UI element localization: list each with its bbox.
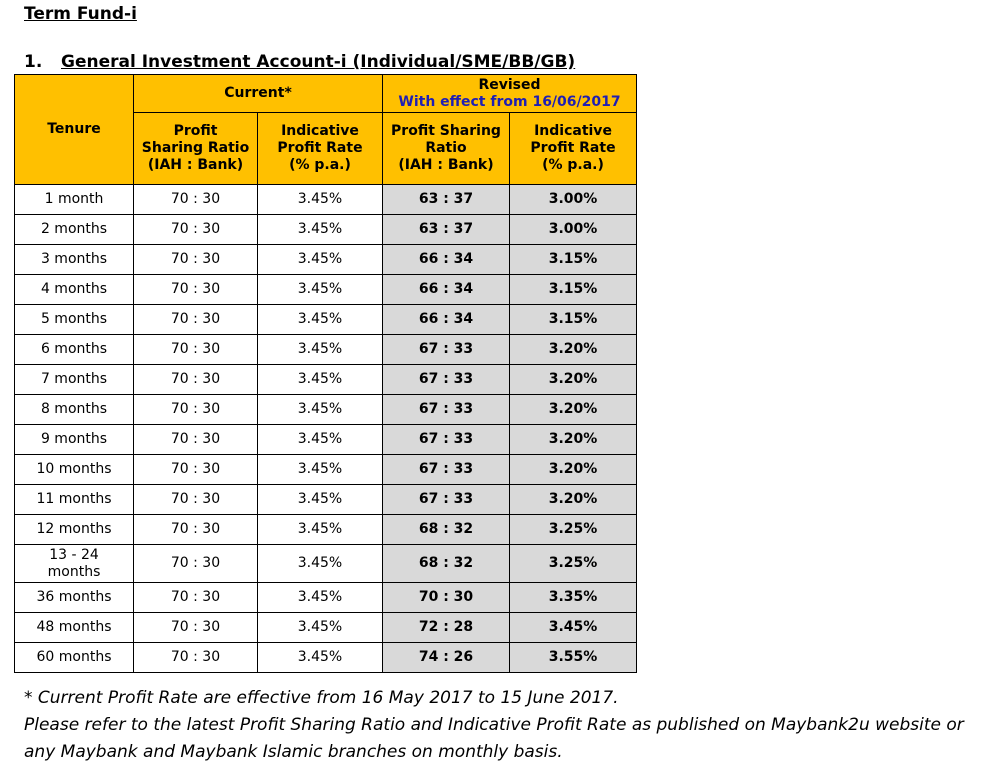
revised-rate-cell: 3.25% xyxy=(510,515,637,545)
current-psr-cell: 70 : 30 xyxy=(134,215,258,245)
current-rate-cell: 3.45% xyxy=(258,613,383,643)
current-rate-cell: 3.45% xyxy=(258,245,383,275)
current-rate-cell: 3.45% xyxy=(258,365,383,395)
current-psr-cell: 70 : 30 xyxy=(134,545,258,583)
revised-rate-cell: 3.15% xyxy=(510,275,637,305)
current-psr-cell: 70 : 30 xyxy=(134,395,258,425)
revised-psr-cell: 66 : 34 xyxy=(383,305,510,335)
table-row xyxy=(15,245,637,275)
tenure-cell: 2 months xyxy=(15,215,134,245)
table-row xyxy=(15,425,637,455)
current-psr-cell: 70 : 30 xyxy=(134,245,258,275)
current-psr-cell: 70 : 30 xyxy=(134,275,258,305)
current-rate-cell: 3.45% xyxy=(258,515,383,545)
revised-rate-header: Indicative Profit Rate (% p.a.) xyxy=(510,113,637,185)
current-rate-cell: 3.45% xyxy=(258,545,383,583)
revised-rate-cell: 3.20% xyxy=(510,425,637,455)
profit-rate-table xyxy=(14,74,637,673)
tenure-cell: 10 months xyxy=(15,455,134,485)
footnote xyxy=(24,685,994,766)
tenure-cell: 8 months xyxy=(15,395,134,425)
current-rate-cell: 3.45% xyxy=(258,335,383,365)
revised-psr-cell: 63 : 37 xyxy=(383,215,510,245)
page-title: Term Fund-i xyxy=(24,4,137,24)
revised-psr-cell: 67 : 33 xyxy=(383,455,510,485)
revised-psr-cell: 67 : 33 xyxy=(383,365,510,395)
revised-psr-cell: 66 : 34 xyxy=(383,275,510,305)
table-row xyxy=(15,185,637,215)
revised-rate-cell: 3.20% xyxy=(510,365,637,395)
table-row xyxy=(15,643,637,673)
revised-psr-cell: 67 : 33 xyxy=(383,395,510,425)
revised-psr-cell: 63 : 37 xyxy=(383,185,510,215)
current-psr-header: Profit Sharing Ratio (IAH : Bank) xyxy=(134,113,258,185)
current-rate-cell: 3.45% xyxy=(258,583,383,613)
tenure-cell: 4 months xyxy=(15,275,134,305)
tenure-cell: 5 months xyxy=(15,305,134,335)
current-psr-cell: 70 : 30 xyxy=(134,583,258,613)
current-rate-cell: 3.45% xyxy=(258,643,383,673)
current-rate-cell: 3.45% xyxy=(258,425,383,455)
current-psr-cell: 70 : 30 xyxy=(134,455,258,485)
tenure-cell: 48 months xyxy=(15,613,134,643)
table-row xyxy=(15,455,637,485)
table-row xyxy=(15,395,637,425)
tenure-cell: 9 months xyxy=(15,425,134,455)
revised-psr-cell: 68 : 32 xyxy=(383,545,510,583)
current-rate-cell: 3.45% xyxy=(258,275,383,305)
tenure-cell: 13 - 24 months xyxy=(15,545,134,583)
current-rate-cell: 3.45% xyxy=(258,395,383,425)
tenure-cell: 12 months xyxy=(15,515,134,545)
current-psr-cell: 70 : 30 xyxy=(134,643,258,673)
tenure-cell: 1 month xyxy=(15,185,134,215)
revised-psr-cell: 67 : 33 xyxy=(383,335,510,365)
revised-rate-cell: 3.45% xyxy=(510,613,637,643)
current-rate-cell: 3.45% xyxy=(258,455,383,485)
tenure-cell: 6 months xyxy=(15,335,134,365)
table-row xyxy=(15,215,637,245)
revised-psr-cell: 67 : 33 xyxy=(383,425,510,455)
revised-rate-cell: 3.00% xyxy=(510,215,637,245)
section-number: 1. xyxy=(24,52,43,72)
table-row xyxy=(15,275,637,305)
current-psr-cell: 70 : 30 xyxy=(134,365,258,395)
revised-rate-cell: 3.20% xyxy=(510,335,637,365)
table-row xyxy=(15,335,637,365)
tenure-cell: 60 months xyxy=(15,643,134,673)
current-psr-cell: 70 : 30 xyxy=(134,613,258,643)
tenure-cell: 36 months xyxy=(15,583,134,613)
table-row xyxy=(15,485,637,515)
table-row xyxy=(15,545,637,583)
current-rate-cell: 3.45% xyxy=(258,305,383,335)
revised-rate-cell: 3.20% xyxy=(510,485,637,515)
current-rate-cell: 3.45% xyxy=(258,485,383,515)
effective-date-label: With effect from 16/06/2017 xyxy=(398,93,621,110)
footnote-effective-period: * Current Profit Rate are effective from 16 May 2017 to 15 June 2017. xyxy=(24,688,619,708)
table-row xyxy=(15,583,637,613)
current-psr-cell: 70 : 30 xyxy=(134,485,258,515)
revised-rate-cell: 3.20% xyxy=(510,395,637,425)
revised-rate-cell: 3.55% xyxy=(510,643,637,673)
current-group-header: Current* xyxy=(134,75,383,113)
table-row xyxy=(15,515,637,545)
tenure-cell: 7 months xyxy=(15,365,134,395)
revised-psr-cell: 67 : 33 xyxy=(383,485,510,515)
current-rate-header: Indicative Profit Rate (% p.a.) xyxy=(258,113,383,185)
table-row xyxy=(15,613,637,643)
tenure-cell: 11 months xyxy=(15,485,134,515)
current-rate-cell: 3.45% xyxy=(258,185,383,215)
revised-rate-cell: 3.35% xyxy=(510,583,637,613)
current-psr-cell: 70 : 30 xyxy=(134,425,258,455)
revised-label: Revised xyxy=(478,76,541,93)
footnote-reference-note: Please refer to the latest Profit Sharing Ratio and Indicative Profit Rate as published on Maybank2u website or any Maybank and Maybank Islamic branches on monthly basis. xyxy=(24,715,964,762)
revised-psr-cell: 66 : 34 xyxy=(383,245,510,275)
revised-psr-cell: 70 : 30 xyxy=(383,583,510,613)
revised-rate-cell: 3.00% xyxy=(510,185,637,215)
tenure-cell: 3 months xyxy=(15,245,134,275)
table-row xyxy=(15,305,637,335)
current-psr-cell: 70 : 30 xyxy=(134,515,258,545)
revised-rate-cell: 3.20% xyxy=(510,455,637,485)
tenure-header: Tenure xyxy=(15,75,134,185)
section-heading xyxy=(24,52,575,72)
revised-psr-cell: 68 : 32 xyxy=(383,515,510,545)
section-title: General Investment Account-i (Individual/SME/BB/GB) xyxy=(61,52,576,72)
revised-psr-cell: 72 : 28 xyxy=(383,613,510,643)
revised-rate-cell: 3.15% xyxy=(510,305,637,335)
revised-psr-header: Profit Sharing Ratio (IAH : Bank) xyxy=(383,113,510,185)
revised-rate-cell: 3.25% xyxy=(510,545,637,583)
current-rate-cell: 3.45% xyxy=(258,215,383,245)
current-psr-cell: 70 : 30 xyxy=(134,185,258,215)
revised-rate-cell: 3.15% xyxy=(510,245,637,275)
current-psr-cell: 70 : 30 xyxy=(134,335,258,365)
current-psr-cell: 70 : 30 xyxy=(134,305,258,335)
revised-psr-cell: 74 : 26 xyxy=(383,643,510,673)
revised-group-header xyxy=(383,75,637,113)
table-row xyxy=(15,365,637,395)
